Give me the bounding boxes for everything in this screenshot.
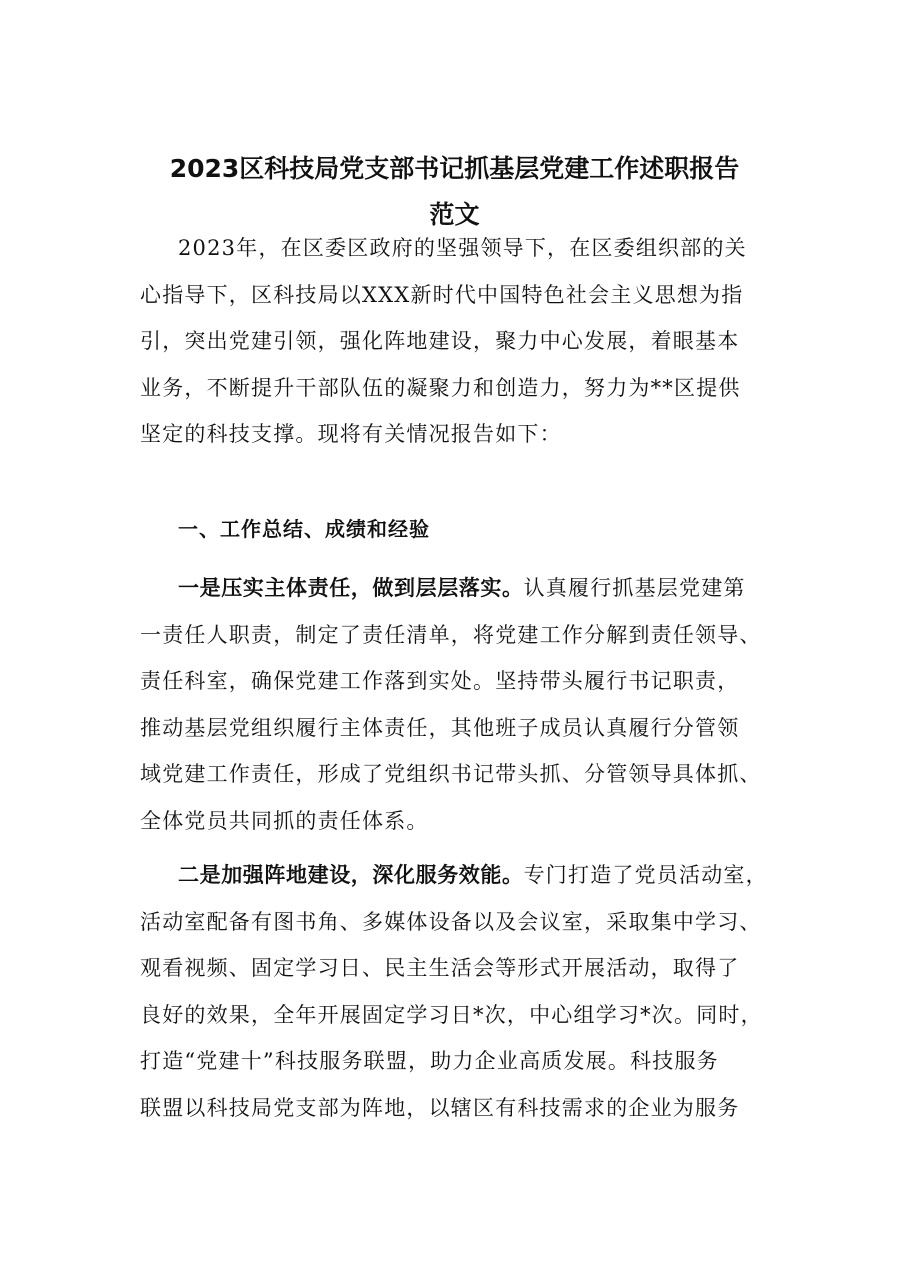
point-one-paragraph bbox=[140, 565, 780, 844]
document-title-line-1: 2023区科技局党支部书记抓基层党建工作述职报告 bbox=[169, 154, 740, 183]
point-two-lead: 二是加强阵地建设，深化服务效能。 bbox=[178, 863, 524, 887]
point-two-paragraph bbox=[140, 852, 780, 1131]
point-two-first-line-rest: 专门打造了党员活动室， bbox=[523, 863, 768, 887]
document-title-line-2: 范文 bbox=[429, 200, 480, 229]
point-one-first-line-rest: 认真履行抓基层党建第 bbox=[523, 576, 746, 600]
point-two-first-line bbox=[140, 852, 780, 899]
intro-line: 2023年，在区委区政府的坚强领导下，在区委组织部的关 bbox=[178, 236, 747, 260]
point-one-line: 域党建工作责任，形成了党组织书记带头抓、分管领导具体抓、 bbox=[140, 762, 762, 786]
point-one-line: 责任科室，确保党建工作落到实处。坚持带头履行书记职责， bbox=[140, 669, 740, 693]
point-one-line: 一责任人职责，制定了责任清单，将党建工作分解到责任领导、 bbox=[140, 622, 762, 647]
point-one-first-line bbox=[140, 565, 780, 612]
intro-paragraph bbox=[140, 225, 780, 458]
point-two-line: 活动室配备有图书角、多媒体设备以及会议室，采取集中学习、 bbox=[140, 909, 762, 934]
intro-line: 心指导下，区科技局以XXX新时代中国特色社会主义思想为指 bbox=[140, 282, 744, 307]
section-heading: 一、工作总结、成绩和经验 bbox=[178, 517, 430, 541]
point-two-line: 联盟以科技局党支部为阵地，以辖区有科技需求的企业为服务 bbox=[140, 1095, 740, 1120]
point-one-line: 推动基层党组织履行主体责任，其他班子成员认真履行分管领 bbox=[140, 715, 740, 740]
point-two-line: 打造“党建十”科技服务联盟，助力企业高质发展。科技服务 bbox=[140, 1049, 719, 1073]
intro-line: 业务，不断提升干部队伍的凝聚力和创造力，努力为**区提供 bbox=[140, 375, 741, 400]
point-two-line: 良好的效果，全年开展固定学习日*次，中心组学习*次。同时， bbox=[140, 1002, 763, 1027]
point-one-line: 全体党员共同抓的责任体系。 bbox=[140, 808, 429, 833]
point-two-line: 观看视频、固定学习日、民主生活会等形式开展活动，取得了 bbox=[140, 956, 740, 980]
intro-line: 坚定的科技支撑。现将有关情况报告如下： bbox=[140, 422, 562, 446]
intro-line: 引，突出党建引领，强化阵地建设，聚力中心发展，着眼基本 bbox=[140, 329, 740, 353]
point-one-lead: 一是压实主体责任，做到层层落实。 bbox=[178, 576, 524, 600]
